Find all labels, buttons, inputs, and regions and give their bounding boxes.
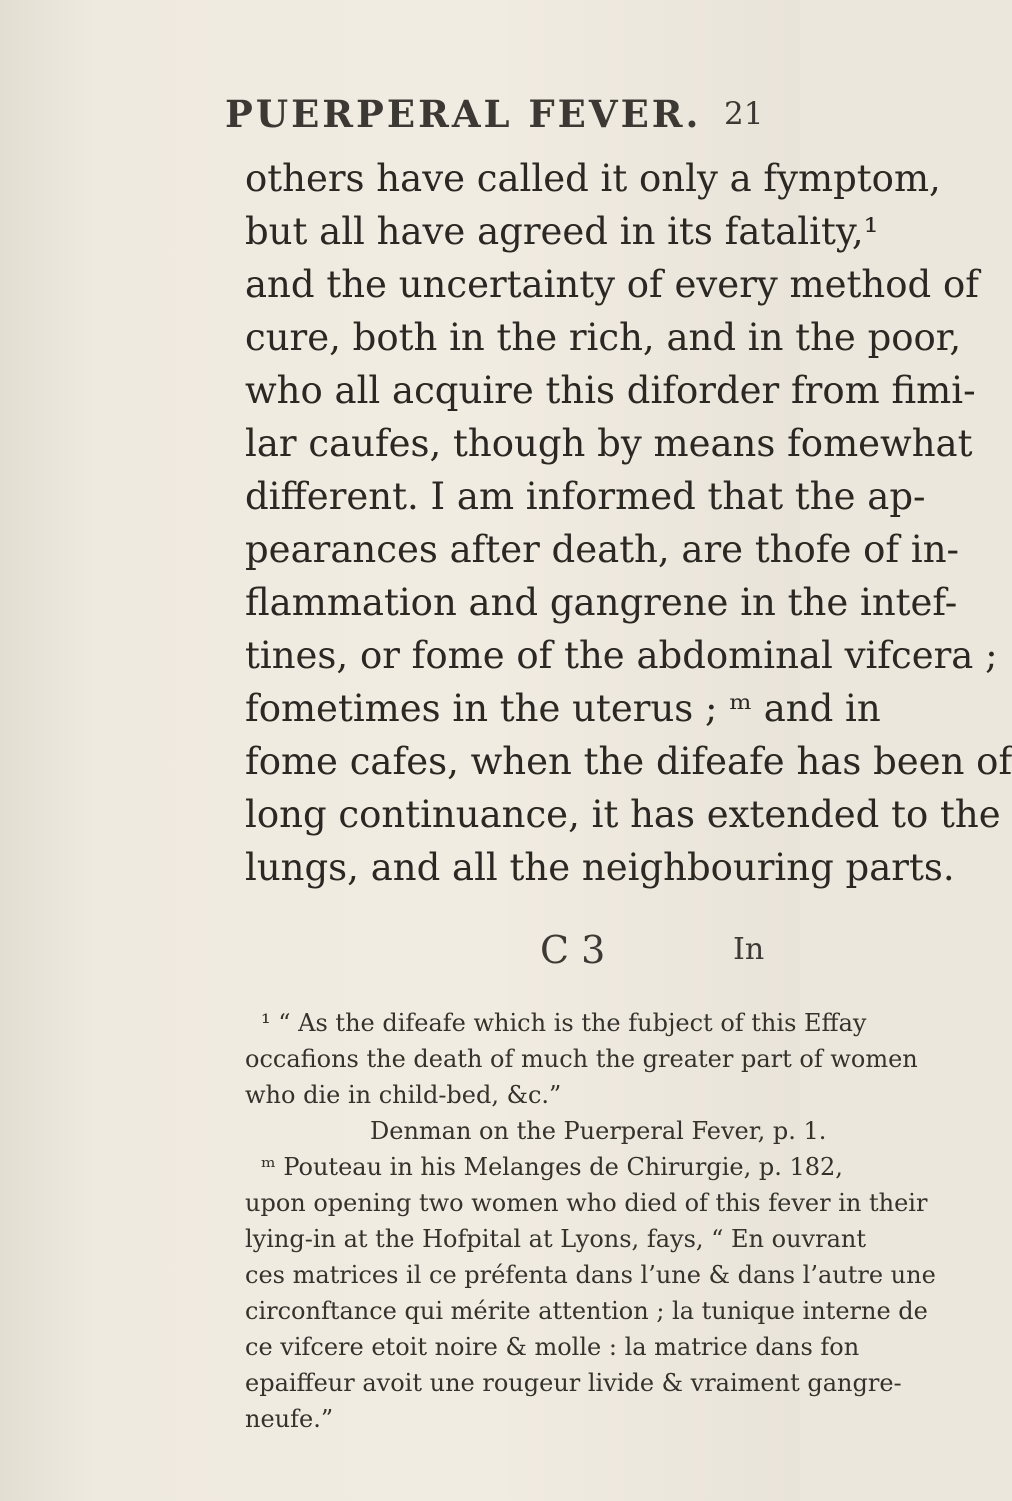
footnote-line: ce vifcere etoit noire & molle : la matrice dans fon [245, 1333, 860, 1361]
page-number: 21 [724, 96, 764, 132]
signature-mark: C 3 [540, 928, 606, 972]
text-line: and the uncertainty of every method of [245, 263, 979, 306]
footnote-line: who die in child-bed, &c.” [245, 1081, 562, 1109]
text-line: fometimes in the uterus ; ᵐ and in [245, 687, 881, 730]
text-line: cure, both in the rich, and in the poor, [245, 316, 962, 359]
footnote-attribution: Denman on the Puerperal Fever, p. 1. [370, 1117, 827, 1145]
footnote-line: ᵐ Pouteau in his Melanges de Chirurgie, p. 182, [261, 1153, 843, 1181]
footnote-line: ¹ “ As the difeafe which is the fubject of this Effay [261, 1009, 867, 1037]
catchword: In [733, 932, 765, 967]
footnotes [245, 1005, 936, 1437]
main-text [245, 152, 1012, 894]
text-line: others have called it only a fymptom, [245, 157, 941, 200]
text-line: lar caufes, though by means fomewhat [245, 422, 973, 465]
footnote-line: epaiffeur avoit une rougeur livide & vraiment gangre- [245, 1369, 902, 1397]
text-line: pearances after death, are thofe of in- [245, 528, 960, 571]
running-title: PUERPERAL FEVER. [225, 92, 702, 136]
footnote-line: lying-in at the Hofpital at Lyons, fays, “ En ouvrant [245, 1225, 866, 1253]
text-line: flammation and gangrene in the intef- [245, 581, 958, 624]
footnote-line: upon opening two women who died of this fever in their [245, 1189, 928, 1217]
text-line: but all have agreed in its fatality,¹ [245, 210, 879, 253]
footnote-line: ces matrices il ce préfenta dans l’une & dans l’autre une [245, 1261, 936, 1289]
text-line: fome cafes, when the difeafe has been of [245, 740, 1012, 783]
footnote-line: circonftance qui mérite attention ; la tunique interne de [245, 1297, 928, 1325]
text-line: different. I am informed that the ap- [245, 475, 926, 518]
page-header [0, 92, 800, 142]
footnote-line: neufe.” [245, 1405, 334, 1433]
footnote-line: occafions the death of much the greater part of women [245, 1045, 918, 1073]
text-line: lungs, and all the neighbouring parts. [245, 846, 955, 889]
text-line: long continuance, it has extended to the [245, 793, 1001, 836]
text-line: tines, or fome of the abdominal vifcera ; [245, 634, 998, 677]
text-line: who all acquire this diforder from fimi- [245, 369, 976, 412]
